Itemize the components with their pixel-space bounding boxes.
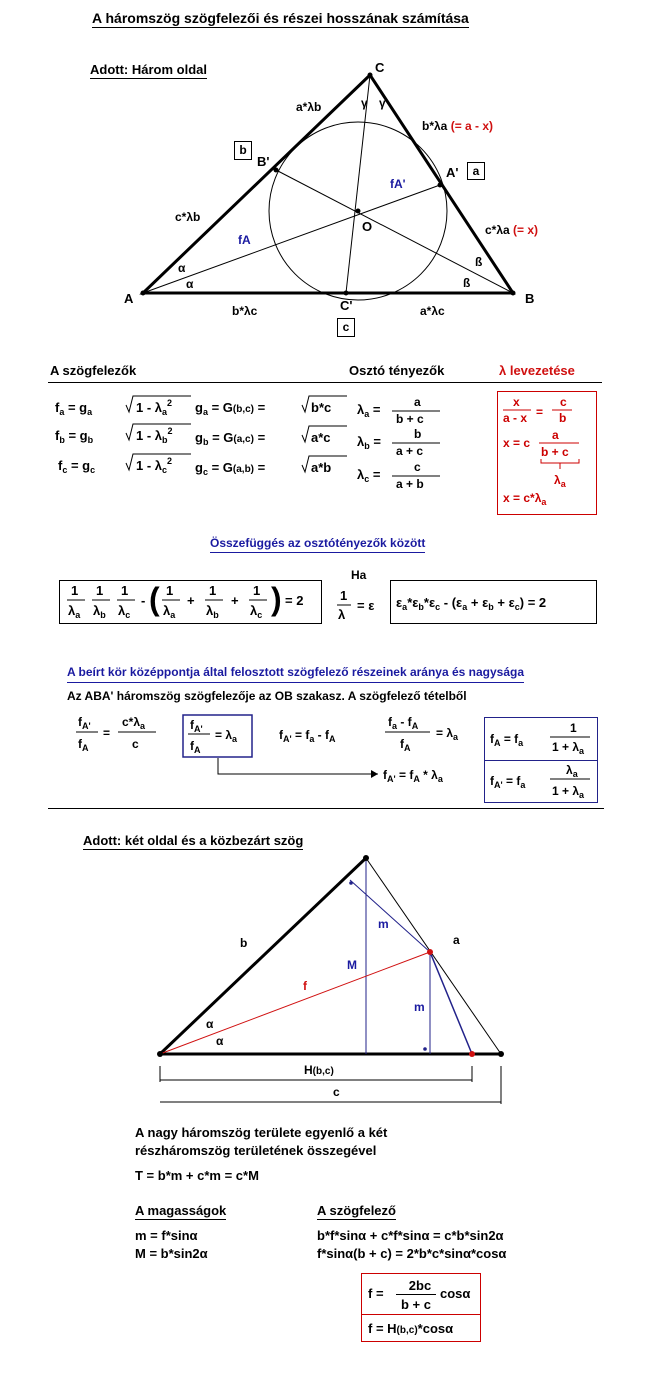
area-text-1: A nagy háromszög területe egyenlő a két [135, 1125, 388, 1140]
angle-alpha-lower: α [216, 1034, 224, 1048]
segment-label-ca: c*λa (= x) [485, 223, 539, 237]
svg-text:(: ( [149, 581, 160, 617]
svg-text:-: - [141, 593, 146, 608]
svg-text:x: x [513, 395, 520, 409]
svg-text:c: c [132, 737, 139, 751]
svg-text:b + c: b + c [396, 412, 424, 426]
if-formula [333, 588, 391, 628]
final-f-eq: f = [368, 1286, 384, 1301]
svg-text:fA': $f_{A'}$ [190, 718, 203, 734]
svg-text:fb = gb: $f_b = g_b$ [55, 428, 94, 445]
svg-text:λa: $\lambda_a$ [566, 763, 578, 779]
svg-text:λa =: $\lambda_a$ = [357, 402, 381, 419]
svg-text:gc = G(a,b) =: $g_c = G(a,b)$ = [195, 460, 266, 477]
svg-text:1 - λa2: $1 - \lambda_a^2$ [136, 398, 173, 417]
svg-text:c: c [414, 460, 421, 474]
svg-text:λb: $\lambda_b$ [93, 603, 106, 620]
svg-text:fc = gc: $f_c = g_c$ [58, 458, 96, 475]
svg-text:= 2: = 2 [285, 593, 304, 608]
svg-text:a: a [414, 395, 421, 409]
given-three-sides: Adott: Három oldal [90, 62, 207, 77]
angle-beta-1: ß [475, 255, 483, 269]
svg-text:= λa: = $\lambda_a$ [215, 728, 238, 744]
svg-text:1: 1 [96, 583, 104, 598]
ha-label: Ha [351, 568, 367, 582]
svg-text:fA' = fa - fA: $f_{A'} = f_a - f_A$ [279, 728, 336, 744]
bisector-fa-label: fA [238, 233, 251, 247]
svg-text:1: 1 [121, 583, 129, 598]
svg-text:1 - λc2: $1 - \lambda_c^2$ [136, 456, 173, 475]
height-formula-2: M = b*sin2α [135, 1246, 208, 1261]
svg-text:1 + λa: $1 + \lambda_a$ [552, 740, 585, 756]
side-b-label: b [240, 936, 248, 950]
svg-text:fA' = fa: $f_{A'} = f_a$ [490, 774, 526, 790]
incircle-results [484, 717, 598, 803]
final-numerator: 2bc [408, 1278, 432, 1293]
svg-text:λc =: $\lambda_c$ = [357, 467, 381, 484]
lambda-derivation [497, 391, 597, 515]
bisector-fap-label: fA' [390, 177, 406, 191]
bisector-title: A szögfelező [317, 1203, 396, 1218]
segment-label-ac: a*λc [420, 304, 445, 318]
side-a-box: a [467, 162, 485, 180]
svg-text:b: b [414, 427, 422, 441]
svg-text:1 - λb2: $1 - \lambda_b^2$ [136, 426, 173, 445]
svg-text:fa - fA: $f_a - f_A$ [388, 715, 419, 731]
svg-text:1: 1 [209, 583, 217, 598]
side-b-box: b [234, 141, 252, 160]
relation-formula-2 [390, 580, 597, 624]
point-cp-label: C' [340, 298, 353, 313]
svg-text:λc: $\lambda_c$ [118, 603, 131, 620]
section-divider [48, 382, 602, 383]
area-text-2: részháromszög területének összegével [135, 1143, 377, 1158]
angle-gamma-1: γ [361, 96, 368, 110]
bisector-formula-2: f*sinα(b + c) = 2*b*c*sinα*cosα [317, 1246, 507, 1261]
angle-gamma-2: γ [379, 96, 386, 110]
svg-text:a + c: a + c [396, 444, 424, 458]
dimension-h-label: H(b,c) [304, 1063, 334, 1077]
final-cos: cosα [440, 1286, 471, 1301]
point-bp-label: B' [257, 154, 270, 169]
svg-text:λa: $\lambda_a$ [163, 603, 176, 620]
segment-label-bc: b*λc [232, 304, 258, 318]
svg-text:1: 1 [570, 721, 577, 735]
svg-text:fA: $f_A$ [78, 737, 89, 753]
svg-text:fA': $f_{A'}$ [78, 715, 91, 731]
vertex-a-label: A [124, 291, 134, 306]
svg-text:): ) [271, 581, 282, 617]
svg-text:λa: $\lambda_a$ [68, 603, 81, 620]
given-two-sides: Adott: két oldal és a közbezárt szög [83, 833, 304, 848]
svg-text:λa: $\lambda_a$ [554, 473, 566, 489]
final-formula-2: f = H(b,c)*cosα [368, 1321, 454, 1336]
height-m-lower: m [414, 1000, 425, 1014]
angle-alpha-1: α [178, 261, 186, 275]
svg-text:c: c [560, 395, 567, 409]
svg-text:a: a [552, 428, 559, 442]
svg-text:a - x: a - x [503, 411, 528, 425]
heights-title: A magasságok [135, 1203, 227, 1218]
svg-text:1: 1 [253, 583, 261, 598]
svg-text:+: + [231, 593, 239, 608]
svg-text:1: 1 [166, 583, 174, 598]
svg-text:1: 1 [71, 583, 79, 598]
area-formula: T = b*m + c*m = c*M [135, 1168, 259, 1183]
side-c-box: c [337, 318, 355, 337]
angle-alpha-upper: α [206, 1017, 214, 1031]
svg-text:1: 1 [340, 588, 348, 603]
bisector-formula-1: b*f*sinα + c*f*sinα = c*b*sin2α [317, 1228, 504, 1243]
svg-text:λ: λ [338, 607, 346, 622]
vertex-b-label: B [525, 291, 535, 306]
height-formula-1: m = f*sinα [135, 1228, 198, 1243]
svg-text:=: = [536, 405, 544, 419]
triangle-figure-1 [0, 0, 665, 340]
side-a-label: a [453, 933, 460, 947]
angle-beta-2: ß [463, 276, 471, 290]
final-fraction-bar [396, 1294, 436, 1295]
angle-alpha-2: α [186, 277, 194, 291]
segment-label-ba: b*λa (= a - x) [422, 119, 494, 133]
heading-lambda: λ levezetése [499, 363, 575, 378]
svg-text:b*c: b*c [311, 400, 332, 415]
final-denominator: b + c [401, 1297, 431, 1312]
svg-text:= ε: = ε [357, 598, 375, 613]
svg-text:c*λa: $c*\lambda_a$ [122, 715, 146, 731]
svg-text:λc: $\lambda_c$ [250, 603, 263, 620]
svg-text:fA' = fA * λa: $f_{A'} = f_A * \lambda_a$ [383, 768, 443, 784]
svg-text:b + c: b + c [541, 445, 569, 459]
vertex-c-label: C [375, 60, 385, 75]
heading-factors: Osztó tényezők [349, 363, 445, 378]
bisector-f-label: f [303, 979, 307, 993]
incircle-text: Az ABA' háromszög szögfelezője az OB szakasz. A szögfelező tételből [67, 689, 467, 703]
svg-text:ga = G(b,c) =: $g_a = G(b,c)$ = [195, 400, 266, 417]
svg-text:= λa: = $\lambda_a$ [436, 726, 459, 742]
svg-text:+: + [187, 593, 195, 608]
svg-text:εa*εb*εc - (εa + εb + εc) = 2: $\varepsilon_a*\varepsilon_b*\varepsilon_c - (\varepsilon_a + \varepsilon_b + \varepsilon_c) = 2$ [396, 595, 547, 612]
segment-label-cb: c*λb [175, 210, 201, 224]
svg-text:a + b: a + b [396, 477, 424, 491]
bisector-formulas [40, 390, 500, 500]
svg-text:λb: $\lambda_b$ [206, 603, 219, 620]
svg-text:fA = fa: $f_A = f_a$ [490, 732, 524, 748]
svg-text:x = c*λa: $x = c*\lambda_a$ [503, 491, 547, 507]
svg-text:fa = ga: $f_a = g_a$ [55, 400, 93, 417]
incenter-o-label: O [362, 219, 373, 234]
relation-title: Összefüggés az osztótényezők között [210, 537, 425, 549]
svg-text:=: = [103, 726, 111, 740]
segment-label-ab: a*λb [296, 100, 322, 114]
svg-text:a*c: a*c [311, 430, 331, 445]
section-divider-2 [48, 808, 604, 809]
point-ap-label: A' [446, 165, 459, 180]
relation-formula-1 [59, 578, 324, 624]
svg-text:gb = G(a,c) =: $g_b = G(a,c)$ = [195, 430, 266, 447]
svg-text:b: b [559, 411, 567, 425]
svg-text:x = c: x = c [503, 436, 531, 450]
final-result-divider [361, 1314, 481, 1315]
svg-text:fA: $f_A$ [190, 739, 201, 755]
incircle-title: A beírt kör középpontja által felosztott szögfelező részeinek aránya és nagysága [67, 666, 524, 678]
dimension-c-label: c [333, 1085, 340, 1099]
svg-text:a*b: a*b [311, 460, 332, 475]
svg-text:λb =: $\lambda_b$ = [357, 434, 381, 451]
height-m-upper: m [378, 917, 389, 931]
heading-bisectors: A szögfelezők [50, 363, 137, 378]
page-title: A háromszög szögfelezői és részei hosszának számítása [92, 10, 469, 26]
svg-text:fA: $f_A$ [400, 737, 411, 753]
height-M-label: M [347, 958, 357, 972]
svg-text:1 + λa: $1 + \lambda_a$ [552, 784, 585, 800]
